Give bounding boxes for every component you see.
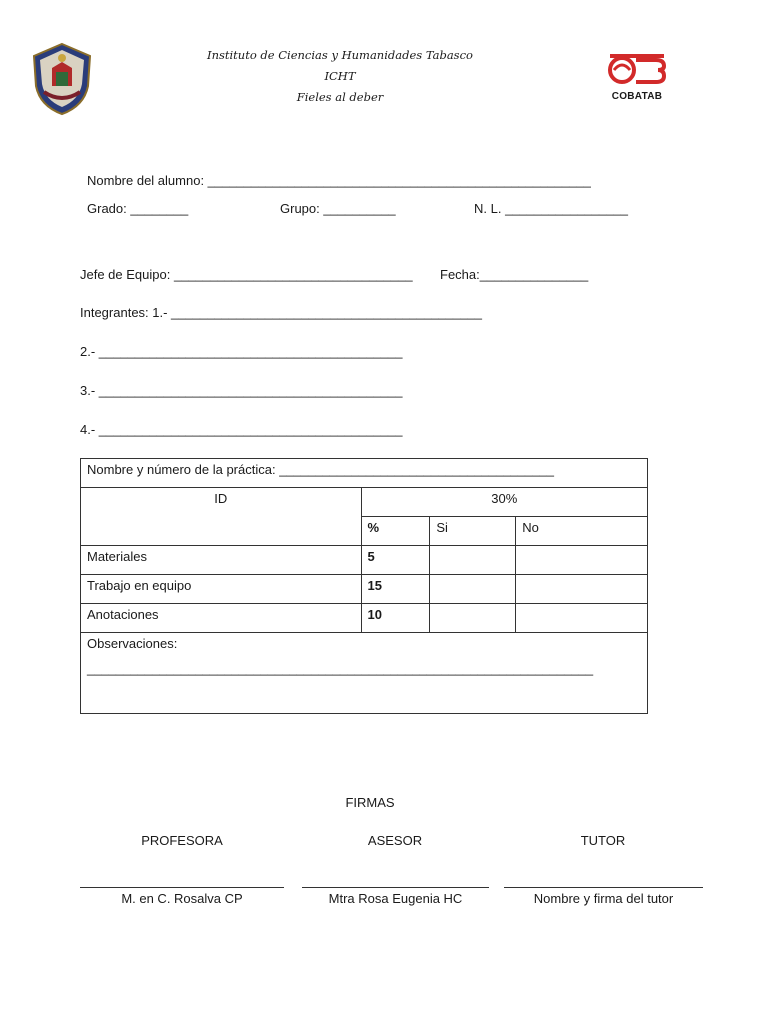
- table-row: [81, 575, 648, 604]
- row-label: Trabajo en equipo: [81, 575, 362, 604]
- table-row: [81, 604, 648, 633]
- member-4-field: 4.- __________________________________________: [80, 422, 403, 437]
- row-value: 10: [361, 604, 430, 633]
- row-no-cell: [516, 546, 648, 575]
- date-field: Fecha:_______________: [440, 267, 589, 282]
- table-row: [81, 546, 648, 575]
- student-name-field: Nombre del alumno: _____________________________________________________: [87, 173, 591, 188]
- row-value: 5: [361, 546, 430, 575]
- row-si-cell: [430, 546, 516, 575]
- row-label: Materiales: [81, 546, 362, 575]
- role-profesora: PROFESORA: [141, 833, 223, 848]
- row-si-cell: [430, 604, 516, 633]
- row-value: 15: [361, 575, 430, 604]
- team-leader-field: Jefe de Equipo: _________________________________: [80, 267, 413, 282]
- grade-field: Grado: ________: [87, 201, 189, 216]
- institution-acronym: ICHT: [324, 69, 356, 83]
- id-header: ID: [81, 488, 362, 546]
- row-no-cell: [516, 604, 648, 633]
- list-number-field: N. L. _________________: [474, 201, 628, 216]
- school-seal-logo: [30, 42, 94, 116]
- signatures-title: FIRMAS: [345, 795, 395, 810]
- members-field: Integrantes: 1.- ___________________________________________: [80, 305, 482, 320]
- name-profesora: M. en C. Rosalva CP: [121, 891, 243, 906]
- row-label: Anotaciones: [81, 604, 362, 633]
- group-field: Grupo: __________: [280, 201, 396, 216]
- percent-header: 30%: [361, 488, 648, 517]
- member-2-field: 2.- __________________________________________: [80, 344, 403, 359]
- row-si-cell: [430, 575, 516, 604]
- signature-line-profesora: [80, 887, 284, 888]
- institution-motto: Fieles al deber: [296, 90, 384, 104]
- name-asesor: Mtra Rosa Eugenia HC: [328, 891, 463, 906]
- observations-label: Observaciones:: [87, 636, 178, 651]
- col-percent: %: [361, 517, 430, 546]
- cobatab-logo: [606, 52, 668, 100]
- cobatab-text: COBATAB: [611, 91, 663, 102]
- role-tutor: TUTOR: [580, 833, 626, 848]
- name-tutor: Nombre y firma del tutor: [533, 891, 674, 906]
- observations-line: ______________________________________________________________________: [87, 661, 594, 676]
- row-no-cell: [516, 575, 648, 604]
- signature-line-tutor: [504, 887, 703, 888]
- observations-cell: [81, 633, 648, 714]
- evaluation-table: [80, 458, 648, 714]
- institution-name: Instituto de Ciencias y Humanidades Tabasco: [207, 48, 473, 62]
- col-no: No: [516, 517, 648, 546]
- role-asesor: ASESOR: [367, 833, 423, 848]
- practice-name-cell: Nombre y número de la práctica: ______________________________________: [81, 459, 648, 488]
- col-si: Si: [430, 517, 516, 546]
- member-3-field: 3.- __________________________________________: [80, 383, 403, 398]
- signature-line-asesor: [302, 887, 489, 888]
- cobatab-emblem-icon: [606, 52, 668, 86]
